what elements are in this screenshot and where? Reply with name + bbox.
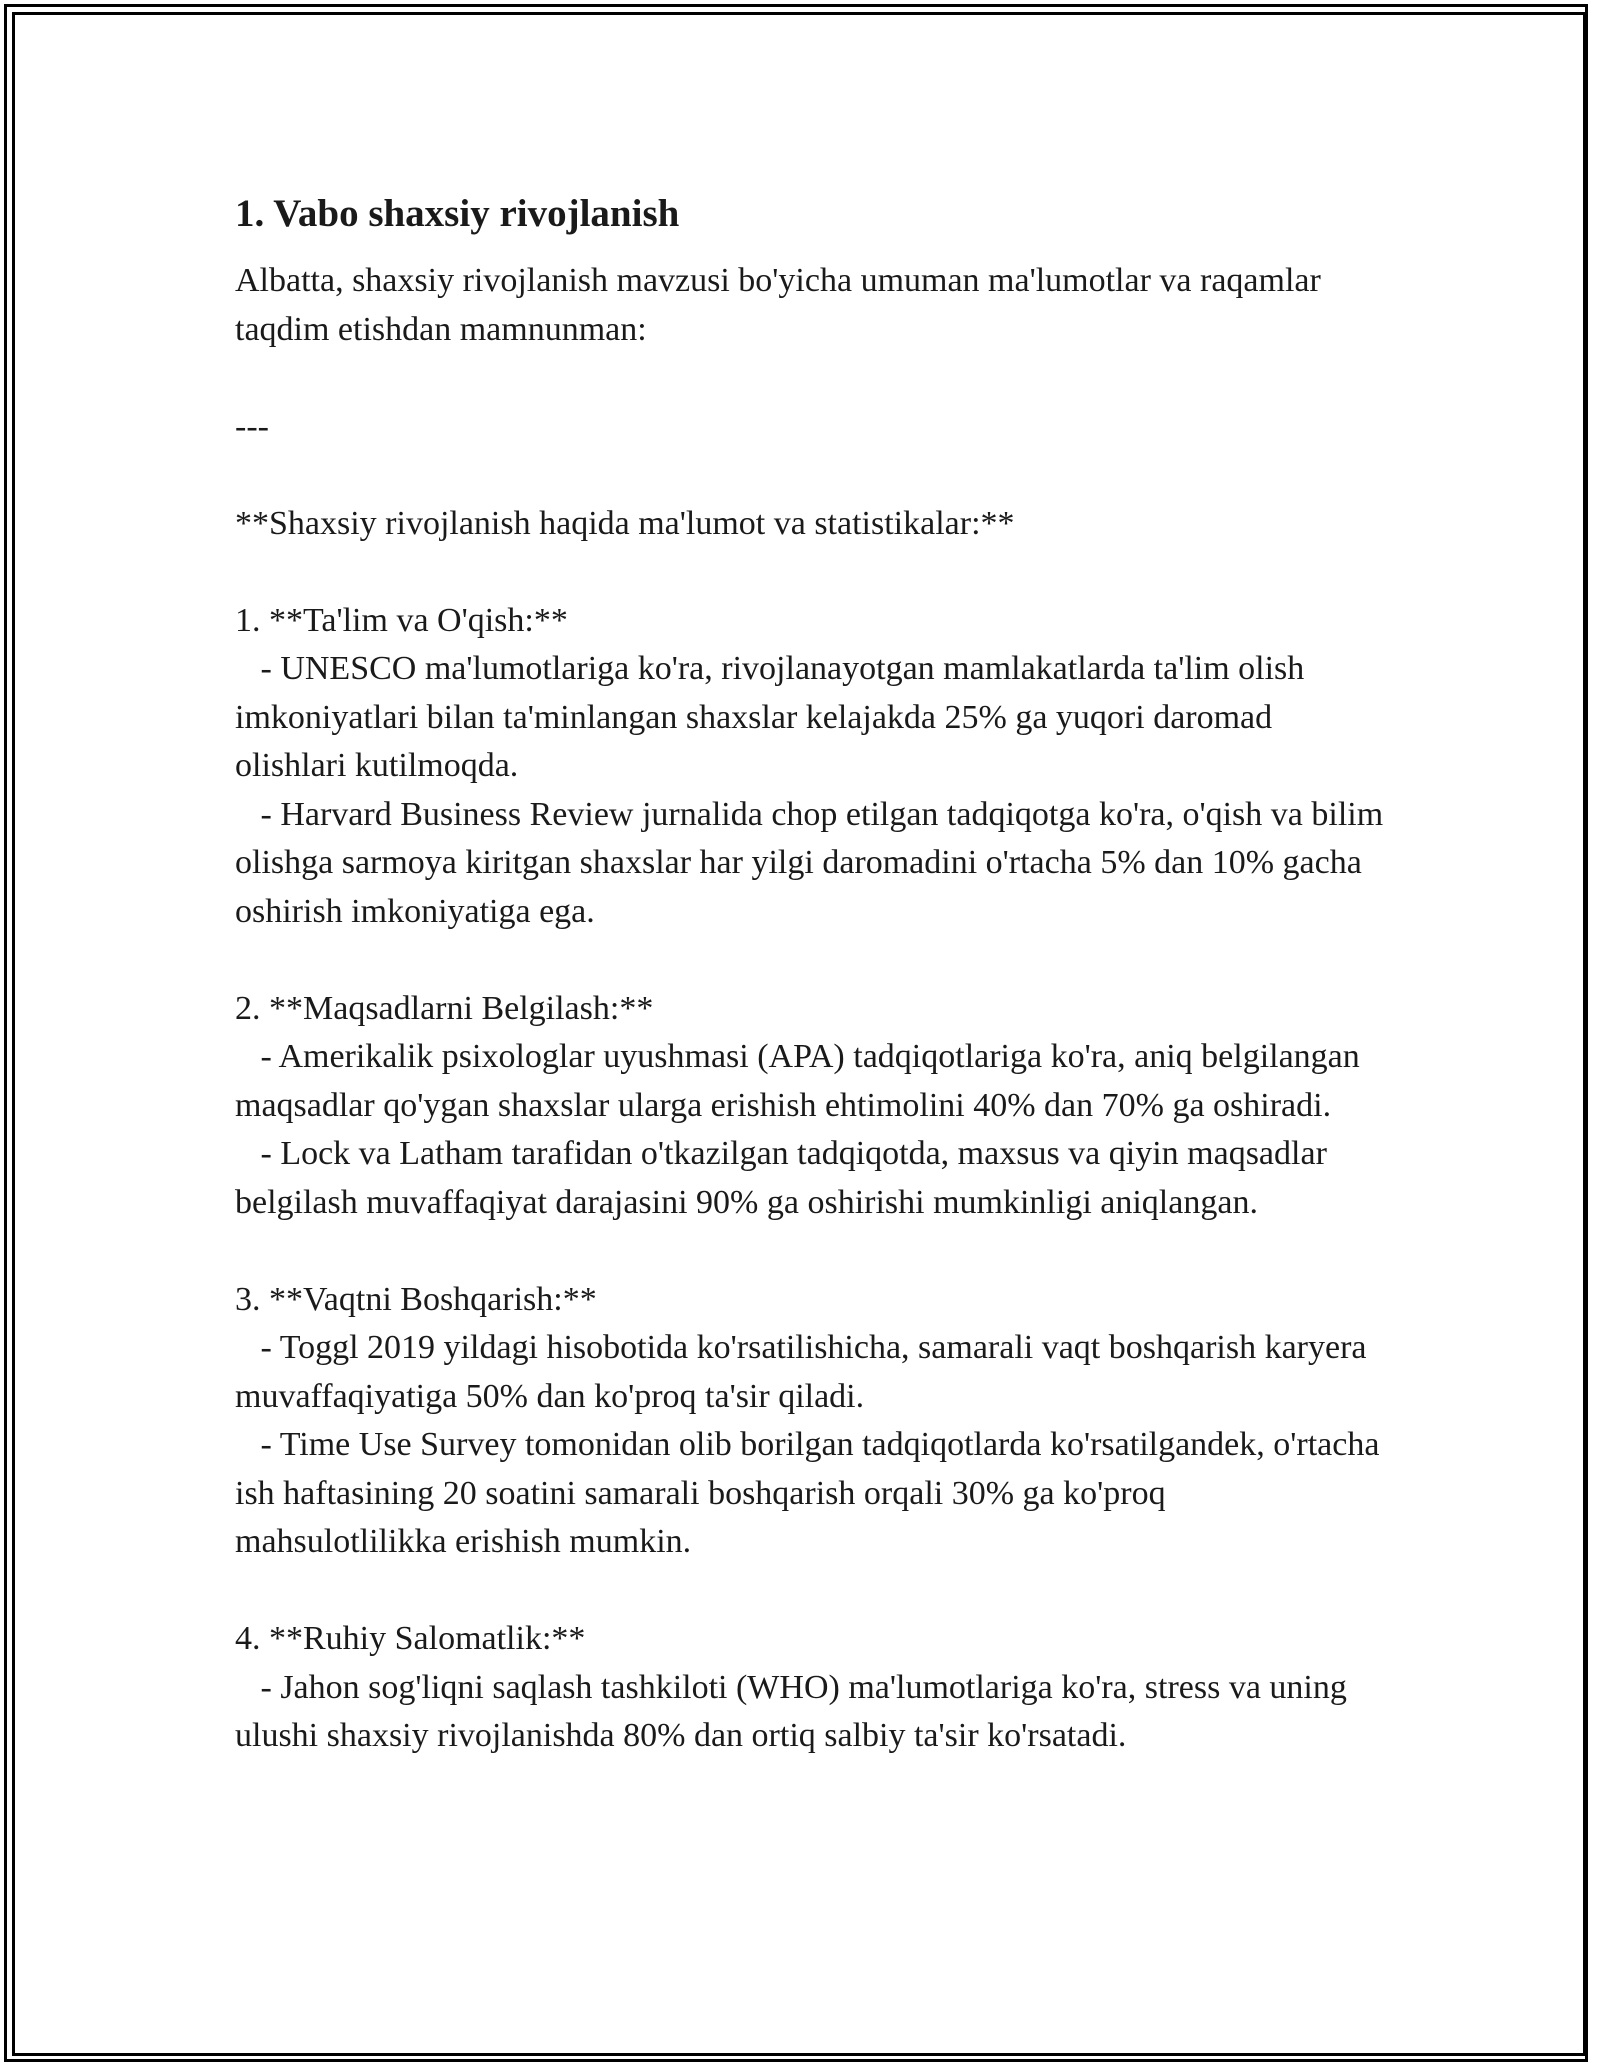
stats-subtitle: **Shaxsiy rivojlanish haqida ma'lumot va statistikalar:** (235, 504, 1015, 542)
section-item: - Lock va Latham tarafidan o'tkazilgan tadqiqotda, maxsus va qiyin maqsadlar belgilash muvaffaqiyat darajasini 90% ga oshirishi mumkinligi aniqlangan. (235, 1135, 1336, 1221)
document-body (235, 186, 1392, 1761)
spacer (235, 936, 1385, 985)
spacer (235, 354, 1385, 403)
section-title-time: 3. **Vaqtni Boshqarish:** (235, 1280, 597, 1318)
section-item: - Toggl 2019 yildagi hisobotida ko'rsatilishicha, samarali vaqt boshqarish karyera muvaffaqiyatiga 50% dan ko'proq ta'sir qiladi. (235, 1329, 1375, 1415)
document-heading: 1. Vabo shaxsiy rivojlanish (235, 192, 680, 235)
section-item: - Harvard Business Review jurnalida chop etilgan tadqiqotga ko'ra, o'qish va bilim olishga sarmoya kiritgan shaxslar har yilgi daromadini o'rtacha 5% dan 10% gacha oshirish imkoniyatiga ega. (235, 795, 1392, 930)
section-title-goals: 2. **Maqsadlarni Belgilash:** (235, 989, 654, 1027)
spacer (235, 548, 1385, 597)
section-item: - Time Use Survey tomonidan olib borilgan tadqiqotlarda ko'rsatilgandek, o'rtacha ish haftasining 20 soatini samarali boshqarish orqali 30% ga ko'proq mahsulotlilikka erishish mumkin. (235, 1426, 1388, 1560)
spacer (235, 1567, 1385, 1616)
section-item: - Jahon sog'liqni saqlash tashkiloti (WHO) ma'lumotlariga ko'ra, stress va uning ulushi shaxsiy rivojlanishda 80% dan ortiq salbiy ta'sir ko'rsatadi. (235, 1668, 1356, 1754)
section-title-mental-health: 4. **Ruhiy Salomatlik:** (235, 1620, 586, 1657)
intro-paragraph: Albatta, shaxsiy rivojlanish mavzusi bo'yicha umuman ma'lumotlar va raqamlar taqdim etishdan mamnunman: (235, 262, 1330, 348)
section-item: - UNESCO ma'lumotlariga ko'ra, rivojlanayotgan mamlakatlarda ta'lim olish imkoniyatlari bilan ta'minlangan shaxslar kelajakda 25% ga yuqori daromad olishlari kutilmoqda. (235, 650, 1313, 784)
spacer (235, 451, 1385, 500)
section-item: - Amerikalik psixologlar uyushmasi (APA) tadqiqotlariga ko'ra, aniq belgilangan maqsadlar qo'ygan shaxslar ularga erishish ehtimolini 40% dan 70% ga oshiradi. (235, 1038, 1369, 1124)
section-title-education: 1. **Ta'lim va O'qish:** (235, 601, 568, 639)
separator-line: --- (235, 407, 269, 445)
spacer (235, 1227, 1385, 1276)
